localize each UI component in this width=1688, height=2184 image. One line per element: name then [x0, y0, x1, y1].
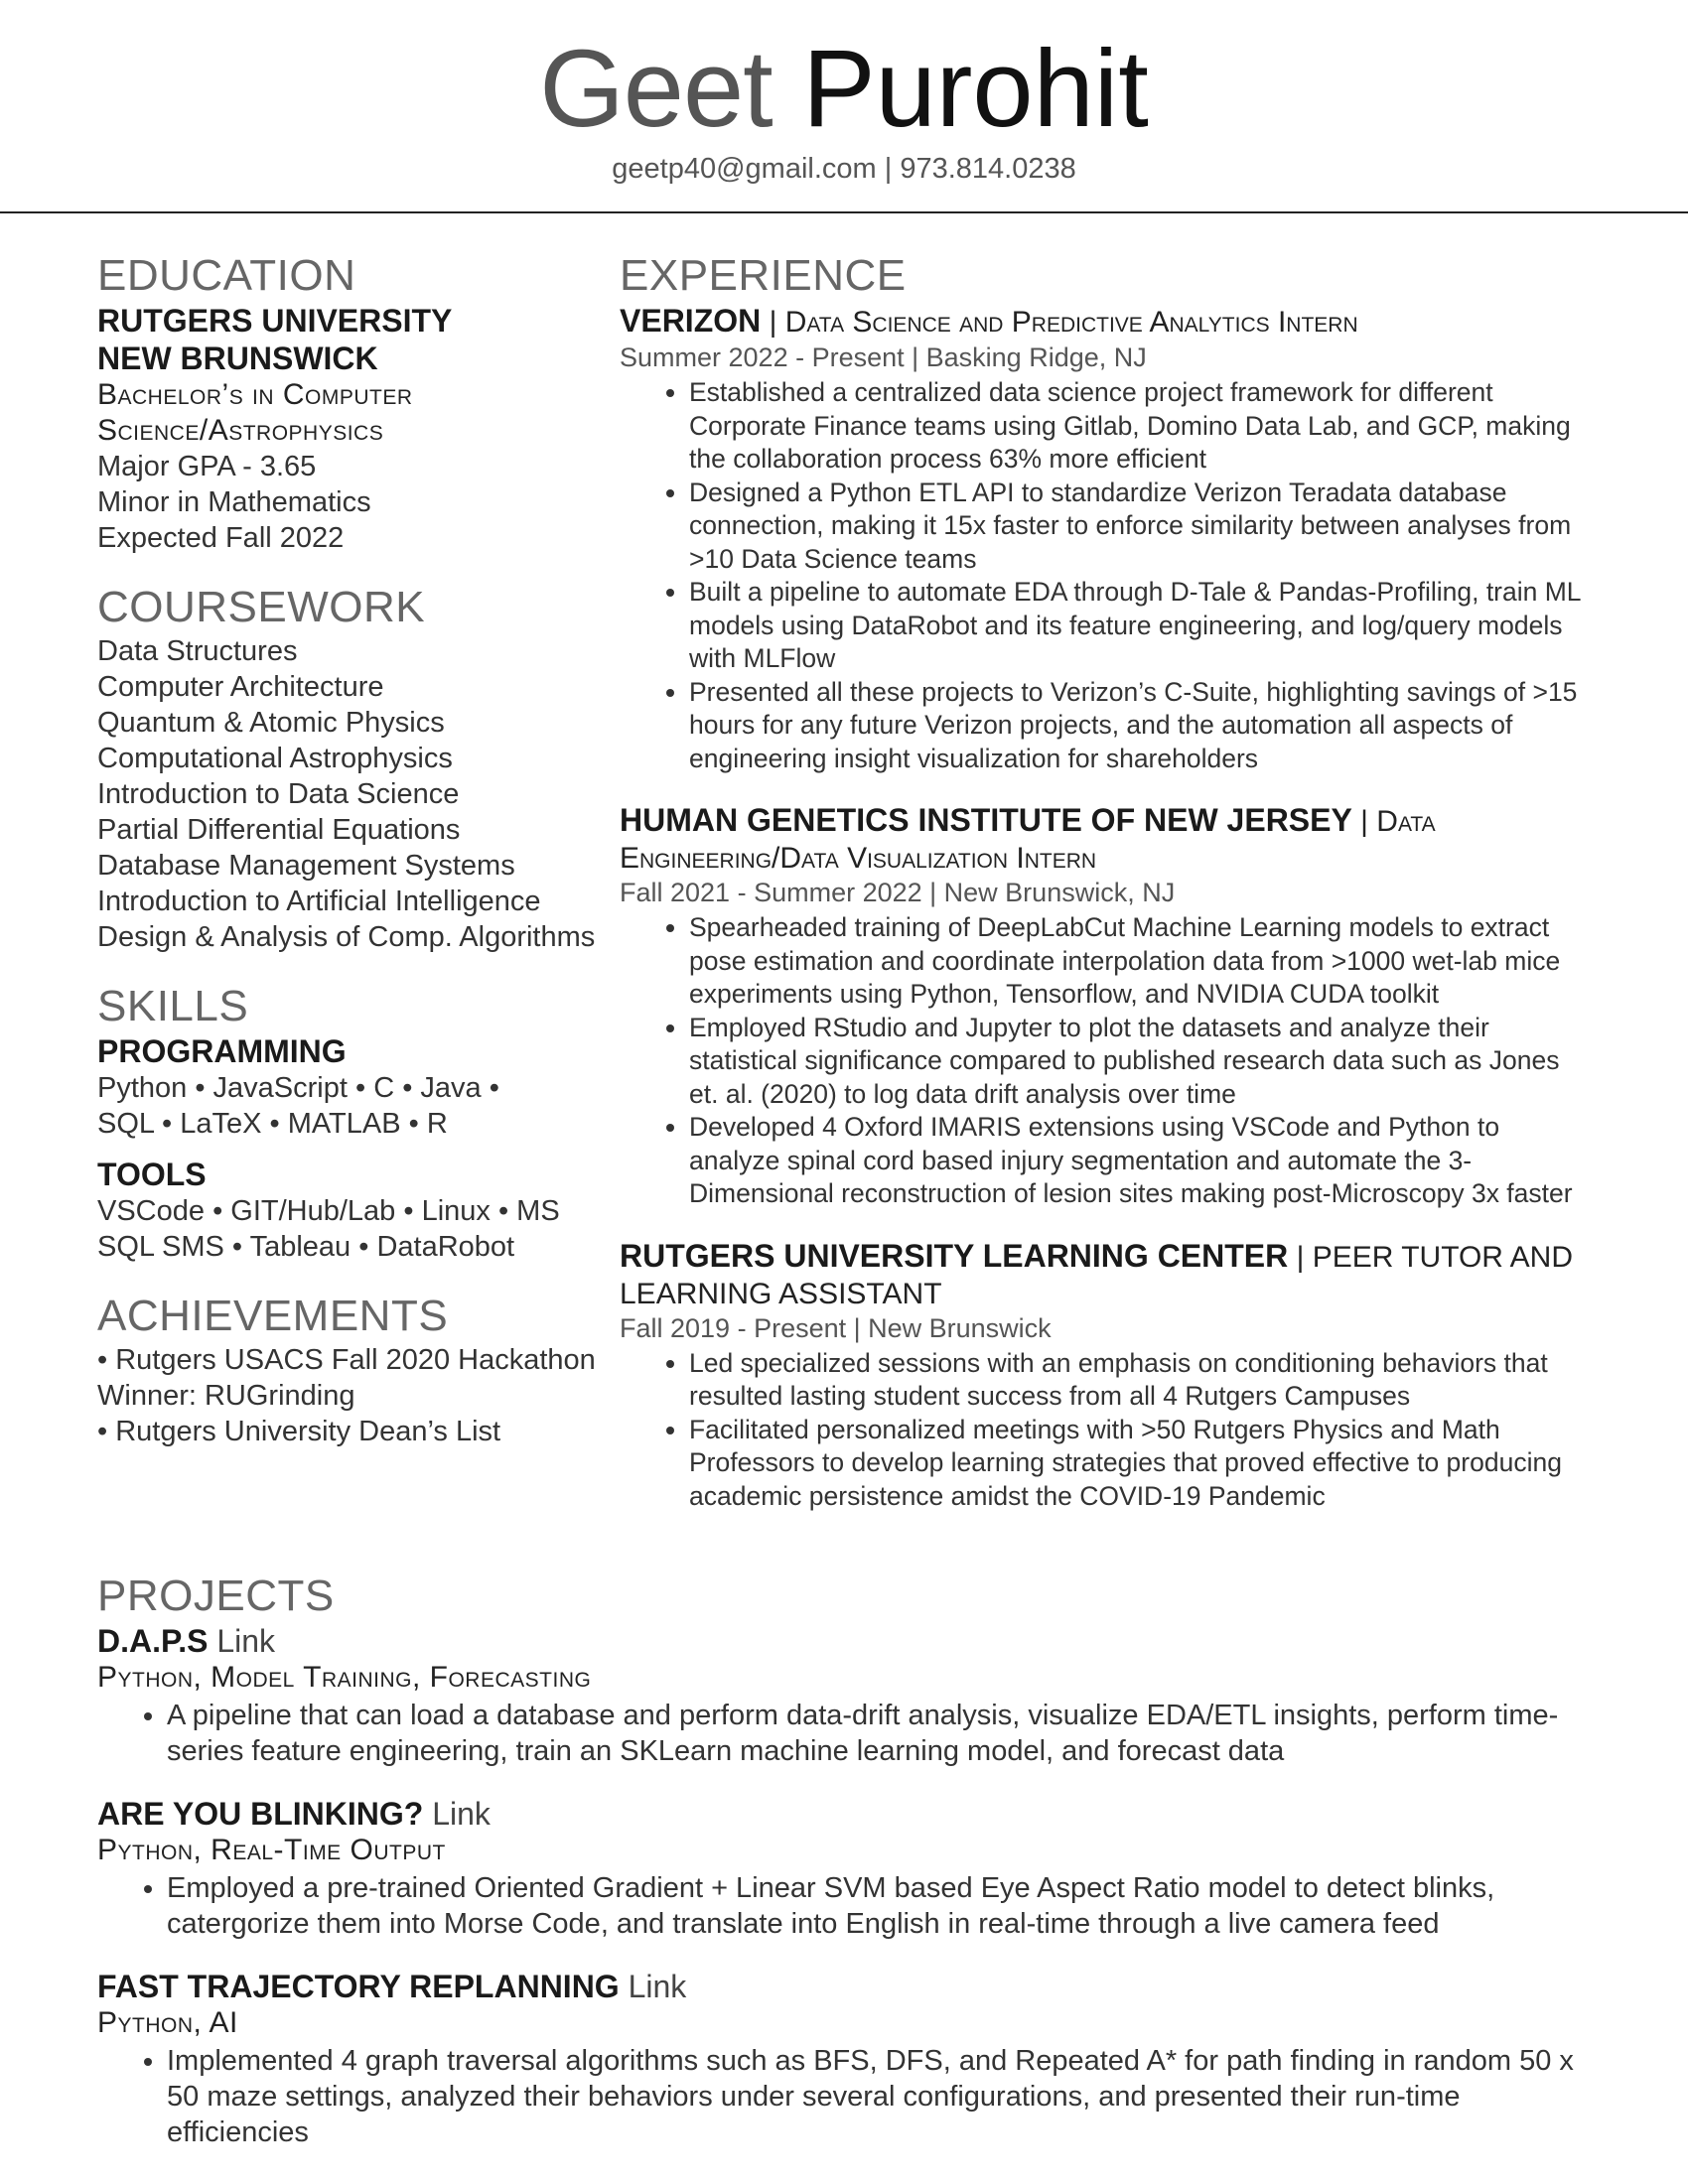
project-entry — [97, 1968, 1607, 2150]
degree-line1: Bachelor’s in Computer — [97, 378, 413, 411]
company-name: RUTGERS UNIVERSITY LEARNING CENTER — [620, 1237, 1289, 1274]
programming-line1: Python • JavaScript • C • Java • — [97, 1072, 499, 1104]
job-bullet: • Presented all these projects to Verizon’s C-Suite, highlighting savings of >15 hours for any future Verizon projects, and the automation all aspects of engineering insight visualization for shareholders — [689, 676, 1593, 776]
job-bullet: • Built a pipeline to automate EDA through D-Tale & Pandas-Profiling, train ML models using DataRobot and its feature engineering, and log/query models with MLFlow — [689, 576, 1593, 676]
project-name: ARE YOU BLINKING? — [97, 1796, 424, 1832]
course-item: Design & Analysis of Comp. Algorithms — [97, 921, 596, 953]
course-item: Quantum & Atomic Physics — [97, 707, 445, 739]
tools-line2: SQL SMS • Tableau • DataRobot — [97, 1231, 515, 1263]
minor: Minor in Mathematics — [97, 486, 371, 518]
project-entry — [97, 1622, 1607, 1769]
course-item: Database Management Systems — [97, 850, 515, 882]
coursework-section — [97, 582, 614, 955]
contact-info[interactable]: geetp40@gmail.com | 973.814.0238 — [612, 153, 1076, 185]
right-column — [620, 250, 1593, 1513]
course-item: Computer Architecture — [97, 671, 384, 703]
programming-line2: SQL • LaTeX • MATLAB • R — [97, 1108, 448, 1140]
project-bullets — [97, 1870, 1607, 1942]
expected-graduation: Expected Fall 2022 — [97, 522, 345, 554]
achievement-line3: • Rutgers University Dean’s List — [97, 1416, 501, 1447]
job-bullet: • Established a centralized data science project framework for different Corporate Finance teams using Gitlab, Domino Data Lab, and GCP, making the collaboration process 63% more efficient — [689, 376, 1593, 477]
achievement-line1: • Rutgers USACS Fall 2020 Hackathon — [97, 1344, 596, 1376]
project-link[interactable]: Link — [216, 1623, 276, 1659]
job-title-continued: Engineering/Data Visualization Intern — [620, 842, 1097, 875]
section-title-experience: EXPERIENCE — [620, 251, 907, 300]
course-item: Introduction to Artificial Intelligence — [97, 886, 541, 917]
job-bullet: • Led specialized sessions with an emphasis on conditioning behaviors that resulted lasting student success from all 4 Rutgers Campuses — [689, 1347, 1593, 1414]
left-column — [97, 250, 614, 1449]
programming-title: PROGRAMMING — [97, 1033, 347, 1069]
job-bullet: • Spearheaded training of DeepLabCut Machine Learning models to extract pose estimation and coordinate interpolation data from >1000 wet-lab mice experiments using Python, Tensorflow, and NVIDIA CUDA toolkit — [689, 911, 1593, 1012]
job-bullet: • Designed a Python ETL API to standardize Verizon Teradata database connection, making it 15x faster to enforce similarity between analyses from >10 Data Science teams — [689, 477, 1593, 577]
company-name: HUMAN GENETICS INSTITUTE OF NEW JERSEY — [620, 802, 1352, 838]
school-name-line2: NEW BRUNSWICK — [97, 341, 378, 376]
project-bullets — [97, 1698, 1607, 1769]
job-bullets — [620, 1347, 1593, 1514]
course-item: Partial Differential Equations — [97, 814, 461, 846]
skills-section — [97, 981, 614, 1265]
projects-section — [97, 1570, 1607, 2150]
project-entry — [97, 1795, 1607, 1942]
job-bullet: • Employed RStudio and Jupyter to plot the datasets and analyze their statistical significance compared to published research data such as Jones et. al. (2020) to log data drift analysis over time — [689, 1012, 1593, 1112]
first-name: Geet — [539, 28, 773, 150]
job-bullets — [620, 911, 1593, 1211]
job-meta: Summer 2022 - Present | Basking Ridge, NJ — [620, 342, 1147, 372]
degree-line2: Science/Astrophysics — [97, 414, 384, 447]
section-title-projects: PROJECTS — [97, 1571, 335, 1620]
project-name: FAST TRAJECTORY REPLANNING — [97, 1969, 620, 2004]
project-bullets — [97, 2043, 1607, 2150]
school-name-line1: RUTGERS UNIVERSITY — [97, 303, 453, 339]
job-heading — [620, 801, 1593, 841]
course-item: Computational Astrophysics — [97, 743, 453, 774]
job-heading — [620, 1237, 1593, 1277]
job-title: | PEER TUTOR AND — [1288, 1240, 1573, 1274]
project-name: D.A.P.S — [97, 1623, 209, 1659]
project-link[interactable]: Link — [432, 1796, 491, 1832]
candidate-name — [0, 30, 1688, 149]
job-title: | Data — [1351, 805, 1436, 838]
job-bullet: • Facilitated personalized meetings with >50 Rutgers Physics and Math Professors to develop learning strategies that proved effective to producing academic persistence amidst the COVID-19 Pandemic — [689, 1414, 1593, 1514]
job-entry — [620, 801, 1593, 1211]
achievement-line2: Winner: RUGrinding — [97, 1380, 355, 1412]
section-title-coursework: COURSEWORK — [97, 583, 426, 631]
project-bullet: • Implemented 4 graph traversal algorithms such as BFS, DFS, and Repeated A* for path finding in random 50 x 50 maze settings, analyzed their behaviors under several configurations, and presented their run-time efficiencies — [167, 2043, 1607, 2150]
job-title-continued: LEARNING ASSISTANT — [620, 1277, 942, 1310]
company-name: VERIZON — [620, 303, 762, 339]
job-meta: Fall 2019 - Present | New Brunswick — [620, 1312, 1052, 1343]
project-heading — [97, 1795, 1607, 1833]
project-bullet: • A pipeline that can load a database and perform data-drift analysis, visualize EDA/ETL insights, perform time-series feature engineering, train an SKLearn machine learning model, and forecast data — [167, 1698, 1607, 1769]
section-title-achievements: ACHIEVEMENTS — [97, 1292, 449, 1340]
project-tech: Python, Model Training, Forecasting — [97, 1661, 592, 1694]
header-divider — [0, 211, 1688, 213]
project-tech: Python, Real-Time Output — [97, 1834, 446, 1866]
resume-header — [0, 30, 1688, 186]
project-tech: Python, AI — [97, 2006, 238, 2039]
project-heading — [97, 1968, 1607, 2005]
last-name: Purohit — [802, 28, 1149, 150]
project-link[interactable]: Link — [628, 1969, 687, 2004]
achievements-section — [97, 1291, 614, 1449]
section-title-education: EDUCATION — [97, 251, 356, 300]
tools-title: TOOLS — [97, 1157, 207, 1192]
job-bullets — [620, 376, 1593, 775]
course-item: Data Structures — [97, 635, 298, 667]
section-title-skills: SKILLS — [97, 982, 249, 1030]
tools-line1: VSCode • GIT/Hub/Lab • Linux • MS — [97, 1195, 560, 1227]
job-bullet: • Developed 4 Oxford IMARIS extensions using VSCode and Python to analyze spinal cord based injury segmentation and automate the 3-Dimensional reconstruction of lesion sites making post-Microscopy 3x faster — [689, 1111, 1593, 1211]
job-meta: Fall 2021 - Summer 2022 | New Brunswick, NJ — [620, 878, 1176, 907]
project-bullet: • Employed a pre-trained Oriented Gradient + Linear SVM based Eye Aspect Ratio model to detect blinks, catergorize them into Morse Code, and translate into English in real-time through a live camera feed — [167, 1870, 1607, 1942]
project-heading — [97, 1622, 1607, 1660]
job-heading — [620, 302, 1593, 341]
education-section — [97, 250, 614, 556]
job-entry — [620, 302, 1593, 775]
course-item: Introduction to Data Science — [97, 778, 460, 810]
gpa: Major GPA - 3.65 — [97, 451, 317, 482]
job-title: | Data Science and Predictive Analytics Intern — [761, 306, 1358, 339]
job-entry — [620, 1237, 1593, 1514]
